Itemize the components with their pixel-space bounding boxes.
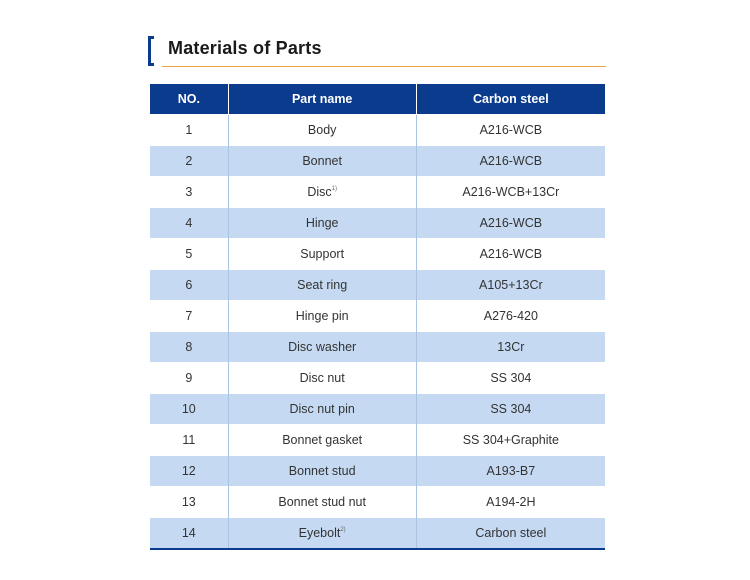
row-part-name: Seat ring	[297, 278, 348, 292]
table-row	[150, 487, 605, 518]
row-part-name: Eyebolt	[298, 526, 341, 540]
row-number: 13	[150, 487, 228, 518]
row-footnote-marker: 1)	[331, 186, 337, 192]
row-material: A193-B7	[416, 456, 605, 487]
row-number: 10	[150, 394, 228, 425]
title-underline	[162, 66, 606, 67]
table-row	[150, 301, 605, 332]
title-bracket-icon	[148, 36, 154, 66]
row-part-name: Disc	[307, 185, 332, 199]
row-part-name-cell	[228, 394, 416, 425]
row-part-name: Body	[307, 123, 337, 137]
row-part-name: Disc washer	[288, 340, 357, 354]
row-material: A216-WCB	[416, 239, 605, 270]
row-number: 12	[150, 456, 228, 487]
row-part-name: Support	[300, 247, 345, 261]
row-material: Carbon steel	[416, 518, 605, 550]
table-row	[150, 146, 605, 177]
row-material: A105+13Cr	[416, 270, 605, 301]
row-part-name: Bonnet gasket	[282, 433, 363, 447]
row-material: A216-WCB	[416, 208, 605, 239]
row-part-name: Bonnet	[302, 154, 342, 168]
row-part-name-cell	[228, 239, 416, 270]
table-row	[150, 456, 605, 487]
row-number: 9	[150, 363, 228, 394]
row-number: 2	[150, 146, 228, 177]
row-material: A216-WCB+13Cr	[416, 177, 605, 208]
table-row	[150, 270, 605, 301]
row-part-name-cell	[228, 332, 416, 363]
row-part-name-cell	[228, 208, 416, 239]
table-row	[150, 177, 605, 208]
row-number: 5	[150, 239, 228, 270]
row-material: A276-420	[416, 301, 605, 332]
row-number: 1	[150, 115, 228, 146]
row-material: A194-2H	[416, 487, 605, 518]
row-part-name: Hinge	[305, 216, 339, 230]
materials-table	[150, 84, 605, 550]
table-row	[150, 208, 605, 239]
row-material: A216-WCB	[416, 115, 605, 146]
row-part-name-cell	[228, 487, 416, 518]
row-footnote-marker: 2)	[340, 527, 346, 533]
header-no: NO.	[150, 84, 228, 115]
row-part-name-cell	[228, 456, 416, 487]
table-row	[150, 363, 605, 394]
row-material: SS 304	[416, 363, 605, 394]
section-title-block	[148, 30, 606, 68]
table-row	[150, 425, 605, 456]
table-row	[150, 332, 605, 363]
row-part-name-cell	[228, 518, 416, 550]
table-header-row	[150, 84, 605, 115]
row-number: 3	[150, 177, 228, 208]
header-material: Carbon steel	[416, 84, 605, 115]
row-number: 4	[150, 208, 228, 239]
table-row	[150, 394, 605, 425]
row-part-name-cell	[228, 270, 416, 301]
table-row	[150, 518, 605, 550]
row-material: 13Cr	[416, 332, 605, 363]
table-body	[150, 115, 605, 550]
row-part-name-cell	[228, 301, 416, 332]
row-part-name-cell	[228, 425, 416, 456]
header-part-name: Part name	[228, 84, 416, 115]
row-part-name: Disc nut	[299, 371, 345, 385]
row-number: 11	[150, 425, 228, 456]
row-number: 8	[150, 332, 228, 363]
table-row	[150, 239, 605, 270]
row-part-name-cell	[228, 146, 416, 177]
row-material: SS 304	[416, 394, 605, 425]
row-part-name: Bonnet stud	[288, 464, 356, 478]
row-part-name: Hinge pin	[295, 309, 349, 323]
row-part-name: Bonnet stud nut	[278, 495, 366, 509]
row-material: A216-WCB	[416, 146, 605, 177]
row-part-name-cell	[228, 115, 416, 146]
page-title: Materials of Parts	[168, 38, 322, 58]
row-part-name-cell	[228, 363, 416, 394]
row-number: 14	[150, 518, 228, 550]
row-number: 6	[150, 270, 228, 301]
row-material: SS 304+Graphite	[416, 425, 605, 456]
table-row	[150, 115, 605, 146]
row-number: 7	[150, 301, 228, 332]
row-part-name-cell	[228, 177, 416, 208]
row-part-name: Disc nut pin	[289, 402, 355, 416]
